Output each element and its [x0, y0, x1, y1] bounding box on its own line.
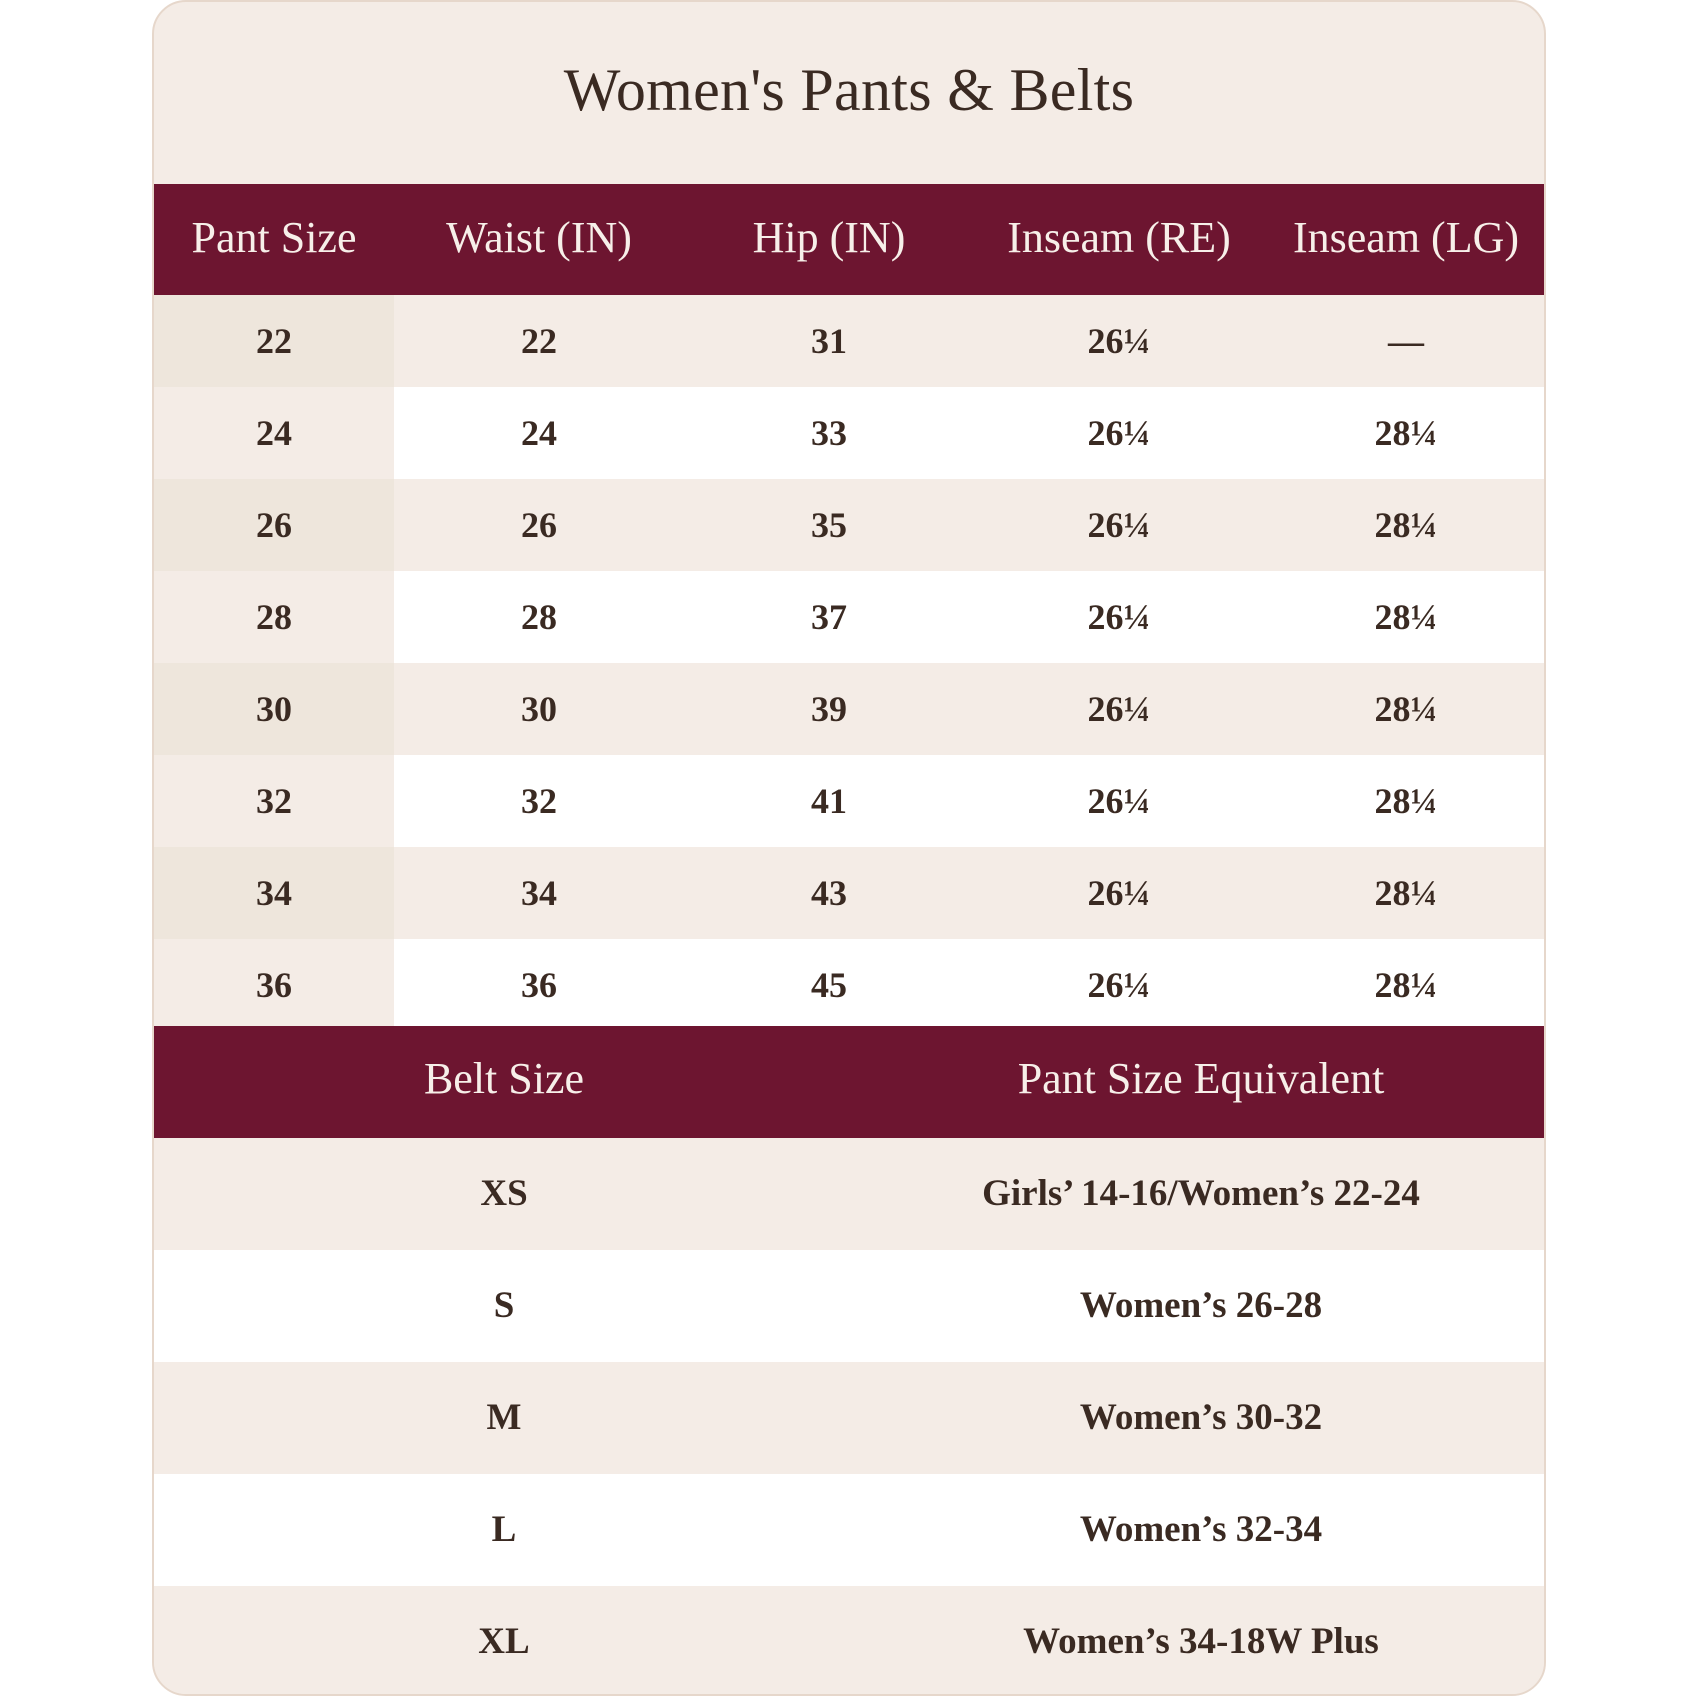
pants-row	[154, 755, 1544, 847]
hip-cell: 41	[811, 781, 847, 821]
header-hip: Hip (IN)	[752, 213, 906, 262]
pants-row	[154, 387, 1544, 479]
inseam-lg-cell: —	[1388, 321, 1424, 361]
header-pant-size: Pant Size	[191, 213, 357, 262]
waist-cell: 34	[521, 873, 557, 913]
belt-row	[154, 1250, 1544, 1362]
waist-cell: 26	[521, 505, 557, 545]
belt-size-cell: L	[491, 1509, 517, 1550]
pant-size-cell: 24	[154, 387, 394, 479]
inseam-re-cell: 26¼	[1087, 413, 1151, 453]
waist-cell: 32	[521, 781, 557, 821]
pant-size-cell: 30	[154, 663, 394, 755]
inseam-re-cell: 26¼	[1087, 505, 1151, 545]
inseam-re-cell: 26¼	[1087, 781, 1151, 821]
inseam-lg-cell: 28¼	[1374, 505, 1438, 545]
pants-row	[154, 939, 1544, 1026]
hip-cell: 33	[811, 413, 847, 453]
pants-row	[154, 295, 1544, 387]
inseam-re-cell: 26¼	[1087, 597, 1151, 637]
waist-cell: 36	[521, 965, 557, 1005]
hip-cell: 45	[811, 965, 847, 1005]
header-waist: Waist (IN)	[446, 213, 632, 262]
pant-size-cell: 36	[154, 939, 394, 1026]
belt-row	[154, 1138, 1544, 1250]
inseam-lg-cell: 28¼	[1374, 965, 1438, 1005]
pants-row	[154, 571, 1544, 663]
hip-cell: 39	[811, 689, 847, 729]
pant-equivalent-cell: Women’s 32-34	[1079, 1509, 1323, 1550]
hip-cell: 35	[811, 505, 847, 545]
belt-row	[154, 1586, 1544, 1696]
pant-equivalent-cell: Women’s 34-18W Plus	[1023, 1621, 1379, 1662]
pant-size-cell: 22	[154, 295, 394, 387]
pants-row	[154, 663, 1544, 755]
belt-size-cell: S	[493, 1285, 515, 1326]
waist-cell: 24	[521, 413, 557, 453]
pant-equivalent-cell: Women’s 30-32	[1079, 1397, 1323, 1438]
header-pant-size-equivalent: Pant Size Equivalent	[1017, 1054, 1385, 1103]
inseam-re-cell: 26¼	[1087, 689, 1151, 729]
inseam-lg-cell: 28¼	[1374, 873, 1438, 913]
belt-size-cell: XL	[478, 1621, 530, 1662]
inseam-lg-cell: 28¼	[1374, 413, 1438, 453]
belt-row	[154, 1362, 1544, 1474]
pants-row	[154, 847, 1544, 939]
pants-row	[154, 479, 1544, 571]
hip-cell: 37	[811, 597, 847, 637]
inseam-lg-cell: 28¼	[1374, 597, 1438, 637]
belt-table-header	[154, 1026, 1544, 1138]
pant-size-cell: 28	[154, 571, 394, 663]
inseam-re-cell: 26¼	[1087, 965, 1151, 1005]
chart-title: Women's Pants & Belts	[563, 57, 1135, 123]
pant-size-cell: 34	[154, 847, 394, 939]
inseam-lg-cell: 28¼	[1374, 689, 1438, 729]
inseam-re-cell: 26¼	[1087, 321, 1151, 361]
waist-cell: 28	[521, 597, 557, 637]
size-chart-card	[152, 0, 1546, 1696]
pant-size-cell: 26	[154, 479, 394, 571]
belt-size-cell: M	[486, 1397, 522, 1438]
inseam-lg-cell: 28¼	[1374, 781, 1438, 821]
hip-cell: 31	[811, 321, 847, 361]
pant-equivalent-cell: Girls’ 14-16/Women’s 22-24	[982, 1173, 1420, 1214]
header-inseam-lg: Inseam (LG)	[1292, 213, 1519, 262]
waist-cell: 22	[521, 321, 557, 361]
pant-size-cell: 32	[154, 755, 394, 847]
pant-equivalent-cell: Women’s 26-28	[1079, 1285, 1323, 1326]
belt-size-cell: XS	[480, 1173, 528, 1214]
inseam-re-cell: 26¼	[1087, 873, 1151, 913]
header-inseam-re: Inseam (RE)	[1007, 213, 1231, 262]
pants-table-header	[154, 184, 1544, 295]
waist-cell: 30	[521, 689, 557, 729]
hip-cell: 43	[811, 873, 847, 913]
header-belt-size: Belt Size	[423, 1054, 585, 1103]
belt-row	[154, 1474, 1544, 1586]
